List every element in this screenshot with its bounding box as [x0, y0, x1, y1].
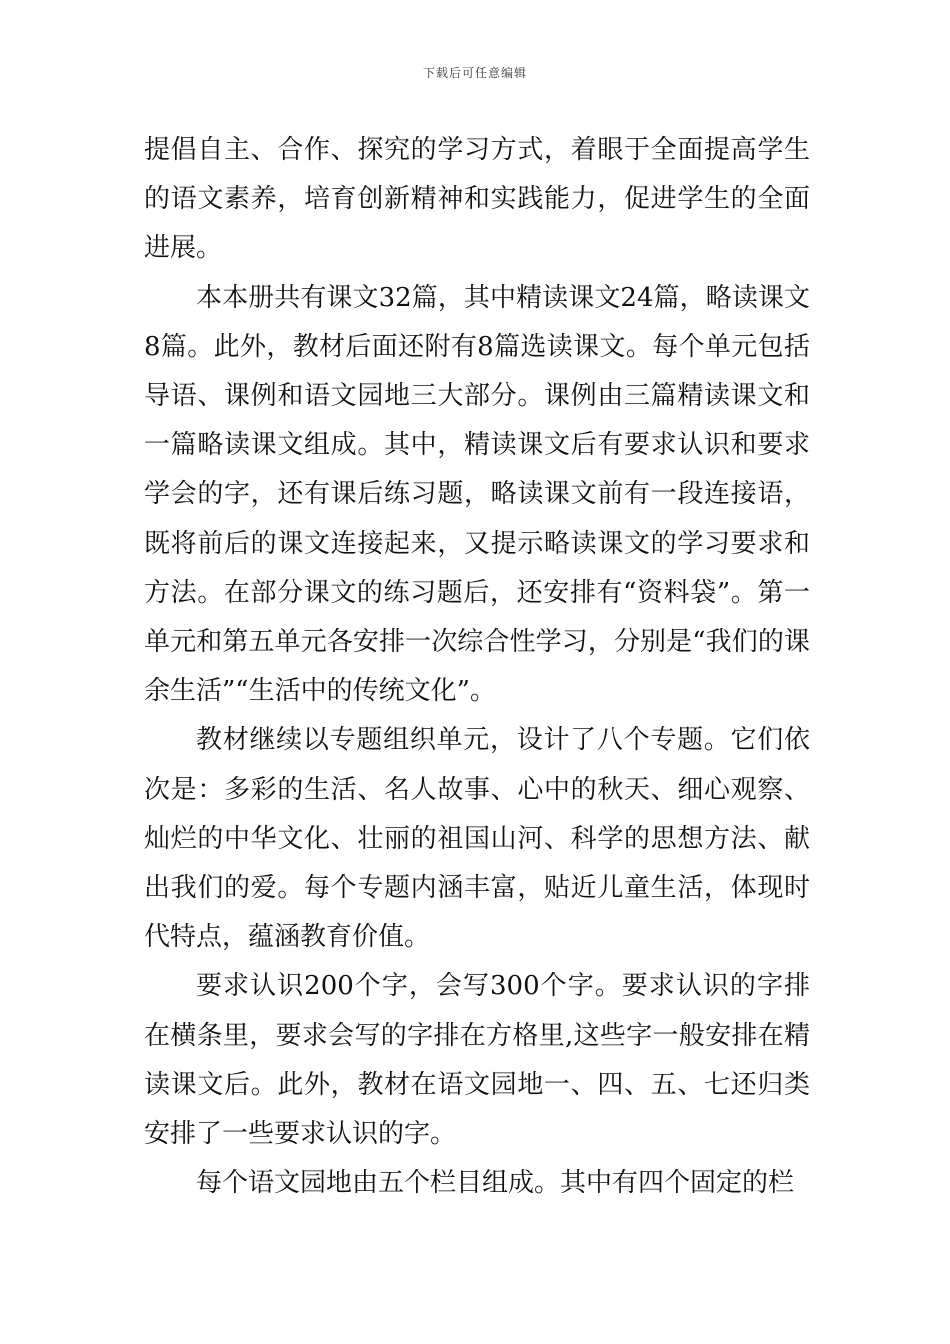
paragraph-5: 每个语文园地由五个栏目组成。其中有四个固定的栏: [196, 1168, 795, 1199]
paragraph-2: 本本册共有课文32篇，其中精读课文24篇，略读课文8篇。此外，教材后面还附有8篇选读课文。每个单元包括导语、课例和语文园地三大部分。课例由三篇精读课文和一篇略读课文组成。其中，精读课文后有要求认识和要求学会的字，还有课后练习题，略读课文前有一段连接语，既将前后的课文连接起来，又提示略读课文的学习要求和方法。在部分课文的练习题后，还安排有“资料袋”。第一单元和第五单元各安排一次综合性学习，分别是“我们的课余生活”“生活中的传统文化”。: [144, 282, 810, 707]
paragraph-3: 教材继续以专题组织单元，设计了八个专题。它们依次是：多彩的生活、名人故事、心中的秋天、细心观察、灿烂的中华文化、壮丽的祖国山河、科学的思想方法、献出我们的爱。每个专题内涵丰富，贴近儿童生活，体现时代特点，蕴涵教育价值。: [144, 725, 810, 953]
paragraph-1: 提倡自主、合作、探究的学习方式，着眼于全面提高学生的语文素养，培育创新精神和实践能力，促进学生的全面进展。: [144, 135, 810, 264]
page-header: 下载后可任意编辑: [422, 66, 527, 80]
document-body: [144, 126, 810, 1208]
paragraph-4: 要求认识200个字，会写300个字。要求认识的字排在横条里，要求会写的字排在方格里,这些字一般安排在精读课文后。此外，教材在语文园地一、四、五、七还归类安排了一些要求认识的字。: [144, 971, 810, 1150]
